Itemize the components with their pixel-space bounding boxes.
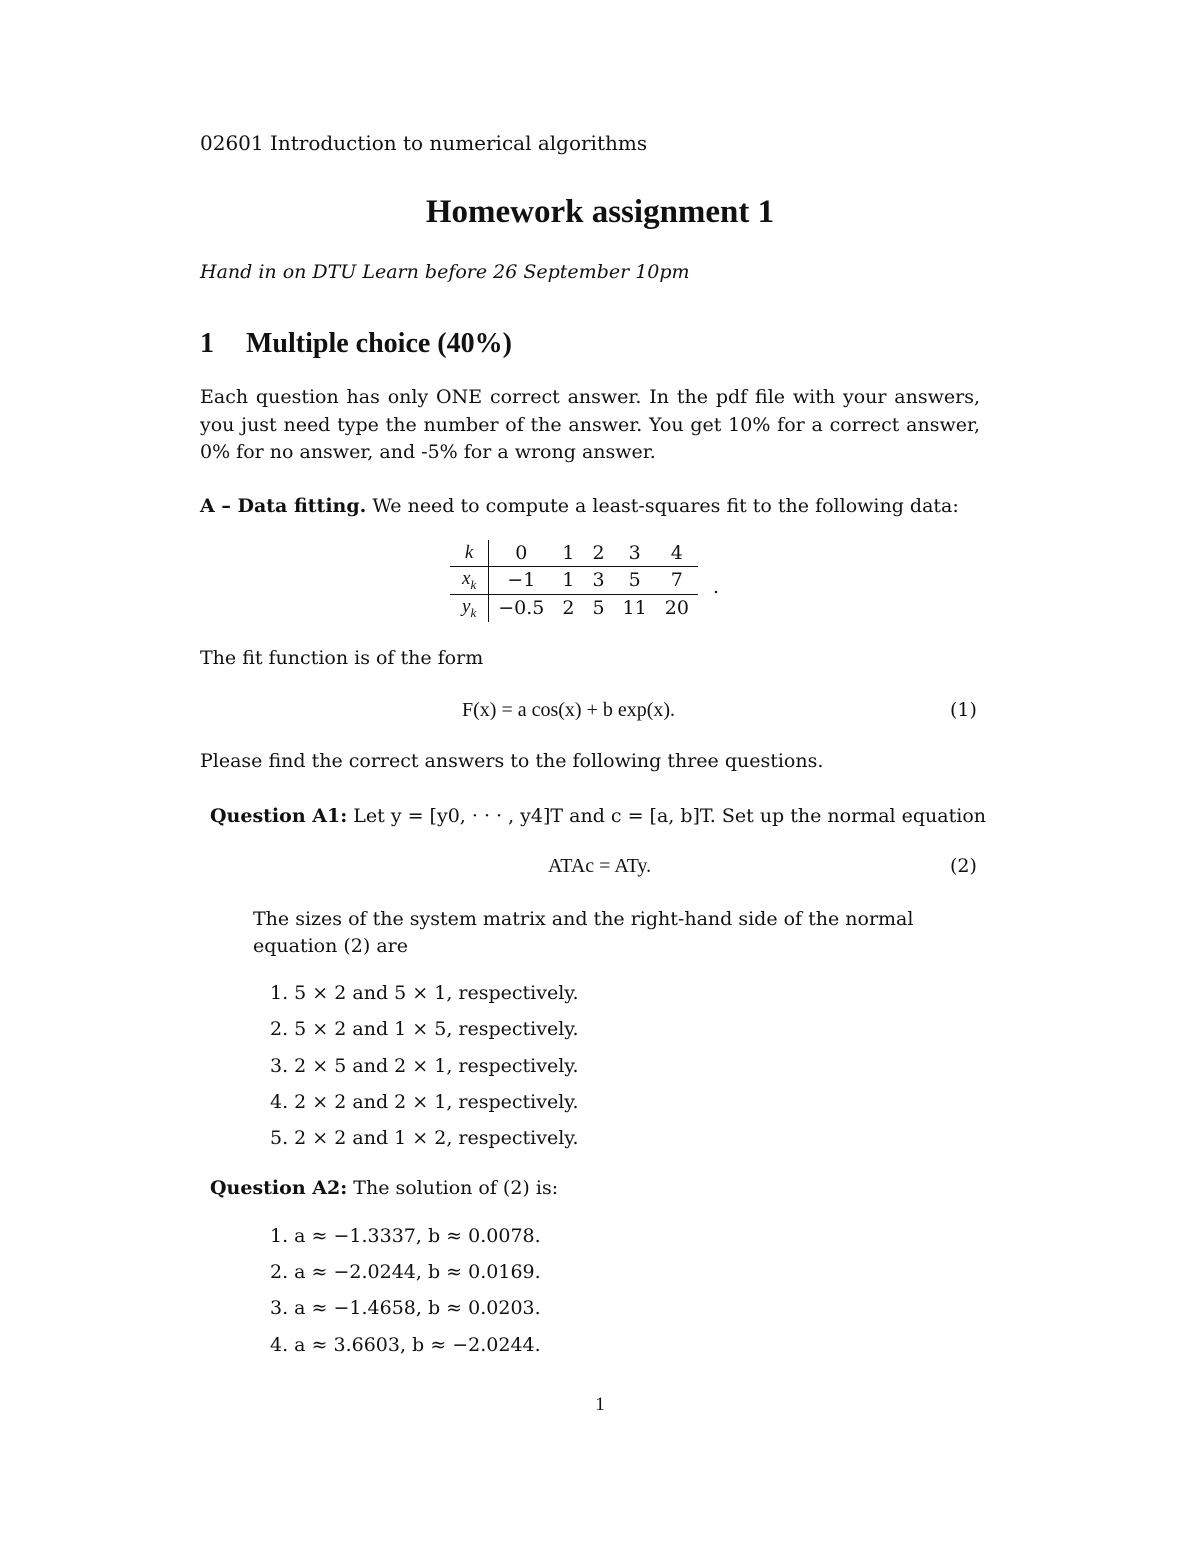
table-row [450, 594, 698, 621]
question-a2-label: Question A2: [210, 1177, 348, 1199]
answer-option: 4. 2 × 2 and 2 × 1, respectively. [270, 1091, 579, 1113]
table-cell: 20 [664, 597, 689, 620]
question-a1 [210, 803, 986, 830]
part-a-text: We need to compute a least-squares fit to the following data: [372, 495, 959, 517]
section-intro: Each question has only ONE correct answer. In the pdf file with your answers, you just need type the number of the answer. You get 10% for a correct answer, 0% for no answer, and -5% for a wrong answer. [200, 386, 980, 463]
table-cell: 5 [592, 597, 605, 620]
answer-option: 3. 2 × 5 and 2 × 1, respectively. [270, 1055, 579, 1077]
table-cell: 5 [614, 567, 656, 595]
question-a2-text: The solution of (2) is: [353, 1177, 559, 1199]
table-cell: 4 [656, 540, 698, 567]
document-title: Homework assignment 1 [425, 194, 775, 230]
equation-1: F(x) = a cos(x) + b exp(x). [462, 699, 676, 721]
table-cell: 1 [553, 567, 583, 595]
table-cell: −0.5 [498, 597, 545, 620]
row-header: k [450, 540, 489, 567]
table-cell: 1 [553, 540, 583, 567]
row-header: $x_k$ [450, 567, 489, 595]
answer-option: 4. a ≈ 3.6603, b ≈ −2.0244. [270, 1334, 541, 1356]
answer-option: 1. 5 × 2 and 5 × 1, respectively. [270, 982, 579, 1004]
answer-option: 2. 5 × 2 and 1 × 5, respectively. [270, 1018, 579, 1040]
answer-option: 3. a ≈ −1.4658, b ≈ 0.0203. [270, 1297, 541, 1319]
equation-2-number: (2) [950, 855, 977, 877]
table-cell: 3 [583, 567, 613, 595]
question-a1-text: Let y = [y0, · · · , y4]T and c = [a, b]T. Set up the normal equation [353, 805, 986, 827]
part-a-label: A – Data fitting. [200, 495, 367, 517]
answer-option: 5. 2 × 2 and 1 × 2, respectively. [270, 1127, 579, 1149]
find-text: Please find the correct answers to the following three questions. [200, 750, 824, 772]
equation-2: ATAc = ATy. [548, 855, 652, 877]
question-a1-prompt: The sizes of the system matrix and the right-hand side of the normal equation (2) are [253, 908, 914, 957]
table-period: . [713, 576, 720, 598]
table-cell: 11 [622, 597, 647, 620]
answer-option: 2. a ≈ −2.0244, b ≈ 0.0169. [270, 1261, 541, 1283]
table-cell: −1 [489, 567, 554, 595]
section-title: Multiple choice (40%) [246, 328, 512, 359]
part-a-intro [200, 493, 959, 520]
table-row [450, 540, 698, 567]
data-table [450, 540, 698, 622]
question-a1-label: Question A1: [210, 805, 348, 827]
fit-text: The fit function is of the form [200, 647, 484, 669]
equation-1-number: (1) [950, 699, 977, 721]
table-cell: 2 [562, 597, 575, 620]
section-heading [200, 328, 512, 360]
course-name: 02601 Introduction to numerical algorithms [200, 131, 648, 155]
row-header: $y_k$ [450, 594, 489, 621]
question-a2 [210, 1175, 558, 1202]
hand-in-note: Hand in on DTU Learn before 26 September 10pm [200, 261, 690, 283]
section-number: 1 [200, 328, 214, 359]
table-cell: 3 [614, 540, 656, 567]
table-cell: 2 [583, 540, 613, 567]
table-cell: 7 [656, 567, 698, 595]
page-number: 1 [595, 1394, 605, 1415]
table-cell: 0 [489, 540, 554, 567]
table-row [450, 567, 698, 595]
answer-option: 1. a ≈ −1.3337, b ≈ 0.0078. [270, 1225, 541, 1247]
